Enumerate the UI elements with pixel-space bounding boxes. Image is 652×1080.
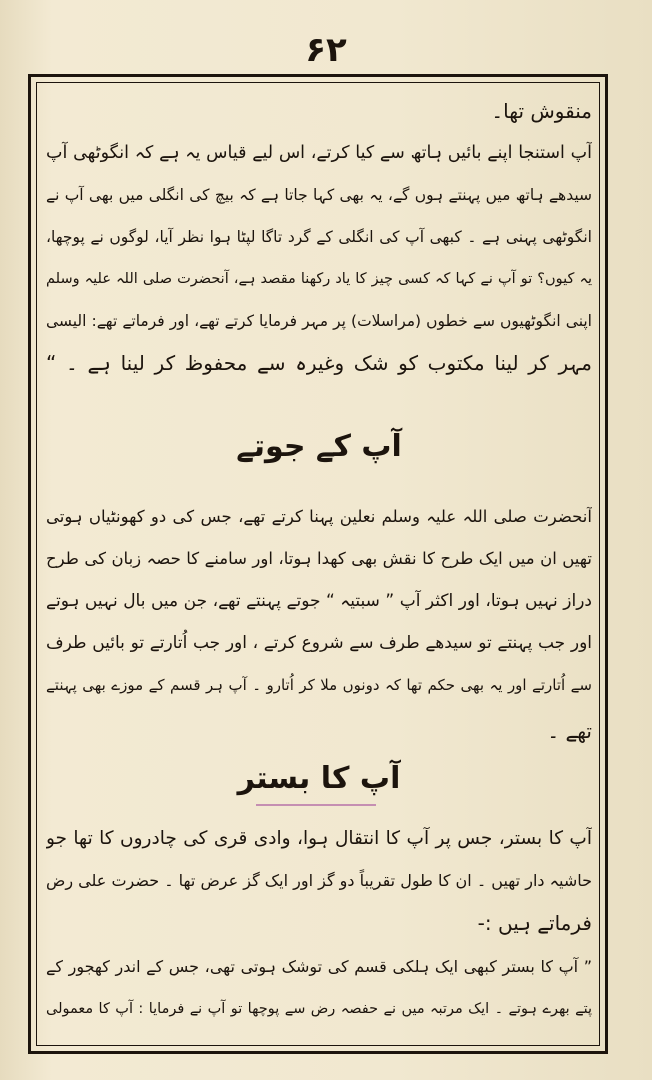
text-line: انگوٹھی پہنی ہے ۔ کبھی آپ کی انگلی کے گرد تاگا لپٹا ہوا نظر آیا، لوگوں نے پوچھا،: [46, 228, 592, 246]
text-line: ” آپ کا بستر کبھی ایک ہلکی قسم کی توشک ہوتی تھی، جس کے اندر کھجور کے: [46, 957, 592, 976]
section-heading-shoes: آپ کے جوتے: [236, 429, 402, 464]
page-body: [46, 92, 592, 1036]
page-number: ۶۲: [305, 30, 347, 70]
text-line: تھے ۔: [547, 719, 592, 743]
text-line: منقوش تھا۔: [491, 99, 592, 123]
section-heading-bed: آپ کا بستر: [237, 761, 401, 796]
text-line: اپنی انگوٹھیوں سے خطوں (مراسلات) پر مہر فرمایا کرتے تھے، اور فرماتے تھے: الیسی: [46, 312, 592, 330]
text-line: سے اُتارتے اور یہ بھی حکم تھا کہ دونوں ملا کر اُتارو ۔ آپ ہر قسم کے موزے بھی پہنتے: [46, 676, 592, 694]
text-line: سیدھے ہاتھ میں پہنتے ہوں گے، یہ بھی کہا جاتا ہے کہ بیچ کی انگلی میں بھی آپ نے: [46, 186, 592, 204]
text-line: دراز نہیں ہوتا، اور اکثر آپ ” سبتیہ “ جوتے پہنتے تھے، جن میں بال نہیں ہوتے: [46, 591, 592, 611]
text-line: مہر کر لینا مکتوب کو شک وغیرہ سے محفوظ کر لینا ہے ۔ “: [46, 351, 592, 375]
text-line: اور جب پہنتے تو سیدھے طرف سے شروع کرتے ، اور جب اُتارتے تو بائیں طرف: [46, 633, 592, 653]
text-line: تھیں ان میں ایک طرح کا نقش بھی کھدا ہوتا، اور سامنے کا حصہ زبان کی طرح: [46, 549, 592, 568]
text-line: یہ کیوں؟ تو آپ نے کہا کہ کسی چیز کا یاد رکھنا مقصد ہے، آنحضرت صلی اللہ علیہ وسلم: [46, 271, 592, 287]
heading-underline: [256, 804, 376, 806]
text-line: آپ استنجا اپنے بائیں ہاتھ سے کیا کرتے، اس لیے قیاس یہ ہے کہ انگوٹھی آپ: [46, 143, 592, 163]
text-line: حاشیہ دار تھیں ۔ ان کا طول تقریباً دو گز اور ایک گز عرض تھا ۔ حضرت علی رض: [46, 871, 592, 890]
text-line: پتے بھرے ہوتے ۔ ایک مرتبہ میں نے حفصہ رض سے پوچھا تو آپ نے فرمایا : آپ کا معمولی: [46, 1001, 592, 1017]
text-line: فرماتے ہیں :-: [477, 911, 592, 935]
text-line: آپ کا بستر، جس پر آپ کا انتقال ہوا، وادی قری کی چادروں کا تھا جو: [46, 828, 592, 849]
text-line: آنحضرت صلی اللہ علیہ وسلم نعلین پہنا کرتے تھے، جس کی دو کھونٹیاں ہوتی: [46, 507, 592, 526]
